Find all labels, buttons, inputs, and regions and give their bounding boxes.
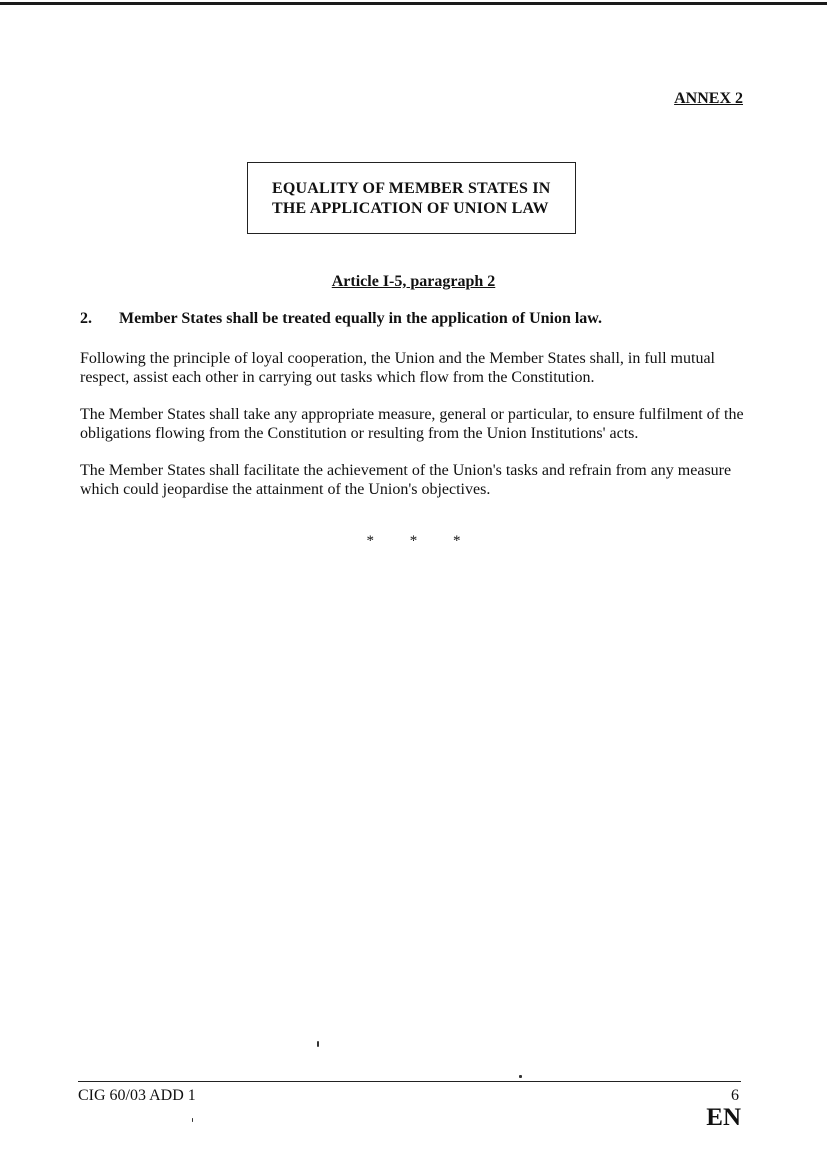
paragraph-heading <box>80 310 602 328</box>
title-box <box>247 162 576 234</box>
title-line-2: THE APPLICATION OF UNION LAW <box>272 200 549 217</box>
footer-rule <box>78 1081 741 1082</box>
body-paragraph-3: The Member States shall facilitate the achievement of the Union's tasks and refrain from any measure which could jeopardise the attainment of the Union's objectives. <box>80 462 732 498</box>
title-line-1: EQUALITY OF MEMBER STATES IN <box>272 180 551 197</box>
paragraph-number: 2. <box>80 310 92 327</box>
scan-speck <box>317 1041 319 1047</box>
section-separator: * * * <box>366 533 477 549</box>
paragraph-text: Member States shall be treated equally in the application of Union law. <box>119 310 602 327</box>
top-rule <box>0 2 827 5</box>
annex-label: ANNEX 2 <box>674 90 743 107</box>
scan-speck <box>519 1075 522 1078</box>
page-number: 6 <box>731 1087 739 1104</box>
language-code: EN <box>706 1104 741 1131</box>
scan-speck <box>192 1118 193 1122</box>
body-paragraph-1: Following the principle of loyal cooperation, the Union and the Member States shall, in full mutual respect, assist each other in carrying out tasks which flow from the Constitution. <box>80 350 715 386</box>
footer-reference: CIG 60/03 ADD 1 <box>78 1087 196 1104</box>
body-paragraph-2: The Member States shall take any appropriate measure, general or particular, to ensure fulfilment of the obligations flowing from the Constitution or resulting from the Union Institutions' acts. <box>80 406 744 442</box>
article-heading: Article I-5, paragraph 2 <box>331 273 496 290</box>
